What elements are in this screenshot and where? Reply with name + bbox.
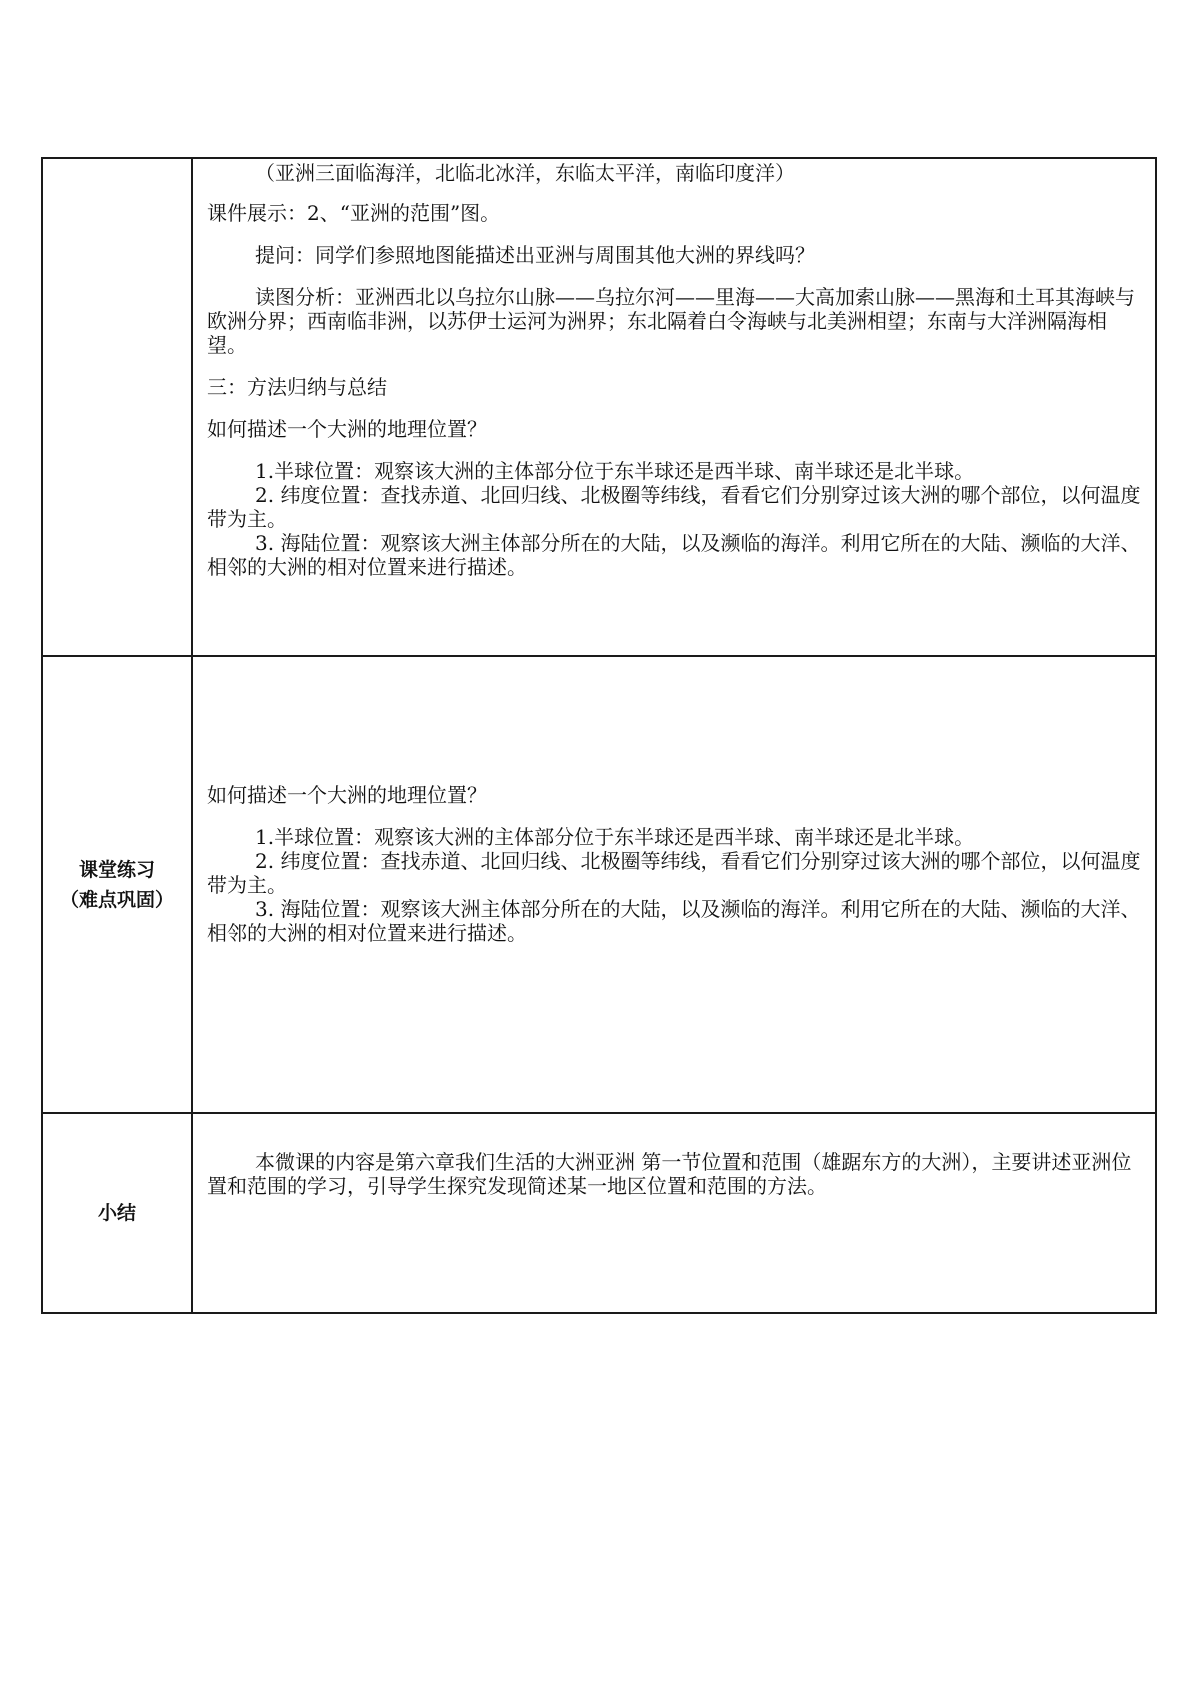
practice-item-latitude: 2. 纬度位置：查找赤道、北回归线、北极圈等纬线，看看它们分别穿过该大洲的哪个部位，以何温度带为主。 xyxy=(207,849,1141,897)
section-heading: 三：方法归纳与总结 xyxy=(207,375,387,399)
table-row xyxy=(42,656,1156,1113)
method-item-land-sea: 3. 海陆位置：观察该大洲主体部分所在的大陆，以及濒临的海洋。利用它所在的大陆、濒临的大洋、相邻的大洲的相对位置来进行描述。 xyxy=(207,531,1141,579)
practice-content-cell xyxy=(192,656,1156,1113)
row-label-empty xyxy=(42,158,192,656)
label-line-2: （难点巩固） xyxy=(59,888,174,911)
method-item-hemisphere: 1.半球位置：观察该大洲的主体部分位于东半球还是西半球、南半球还是北半球。 xyxy=(255,459,975,483)
practice-item-land-sea: 3. 海陆位置：观察该大洲主体部分所在的大陆，以及濒临的海洋。利用它所在的大陆、濒临的大洋、相邻的大洲的相对位置来进行描述。 xyxy=(207,897,1141,945)
practice-item-hemisphere: 1.半球位置：观察该大洲的主体部分位于东半球还是西半球、南半球还是北半球。 xyxy=(255,825,975,849)
method-item-latitude: 2. 纬度位置：查找赤道、北回归线、北极圈等纬线，看看它们分别穿过该大洲的哪个部位，以何温度带为主。 xyxy=(207,483,1141,531)
row-label-classroom-practice xyxy=(42,656,192,1113)
table-row xyxy=(42,158,1156,656)
row-label-summary: 小结 xyxy=(42,1113,192,1313)
practice-question: 如何描述一个大洲的地理位置？ xyxy=(207,783,487,807)
label-line-1: 课堂练习 xyxy=(78,858,155,881)
summary-content-cell xyxy=(192,1113,1156,1313)
table-row xyxy=(42,1113,1156,1313)
map-analysis: 读图分析：亚洲西北以乌拉尔山脉——乌拉尔河——里海——大高加索山脉——黑海和土耳其海峡与欧洲分界；西南临非洲，以苏伊士运河为洲界；东北隔着白令海峡与北美洲相望；东南与大洋洲隔海相望。 xyxy=(207,285,1135,357)
method-question: 如何描述一个大洲的地理位置？ xyxy=(207,417,487,441)
asia-ocean-note: （亚洲三面临海洋，北临北冰洋，东临太平洋，南临印度洋） xyxy=(255,161,795,185)
lesson-plan-table xyxy=(41,157,1157,1314)
summary-text: 本微课的内容是第六章我们生活的大洲亚洲 第一节位置和范围（雄踞东方的大洲），主要讲述亚洲位置和范围的学习，引导学生探究发现简述某一地区位置和范围的方法。 xyxy=(207,1150,1132,1198)
question-text: 提问：同学们参照地图能描述出亚洲与周围其他大洲的界线吗？ xyxy=(255,243,815,267)
lesson-content-cell xyxy=(192,158,1156,656)
courseware-display: 课件展示：2、“亚洲的范围”图。 xyxy=(207,201,501,225)
